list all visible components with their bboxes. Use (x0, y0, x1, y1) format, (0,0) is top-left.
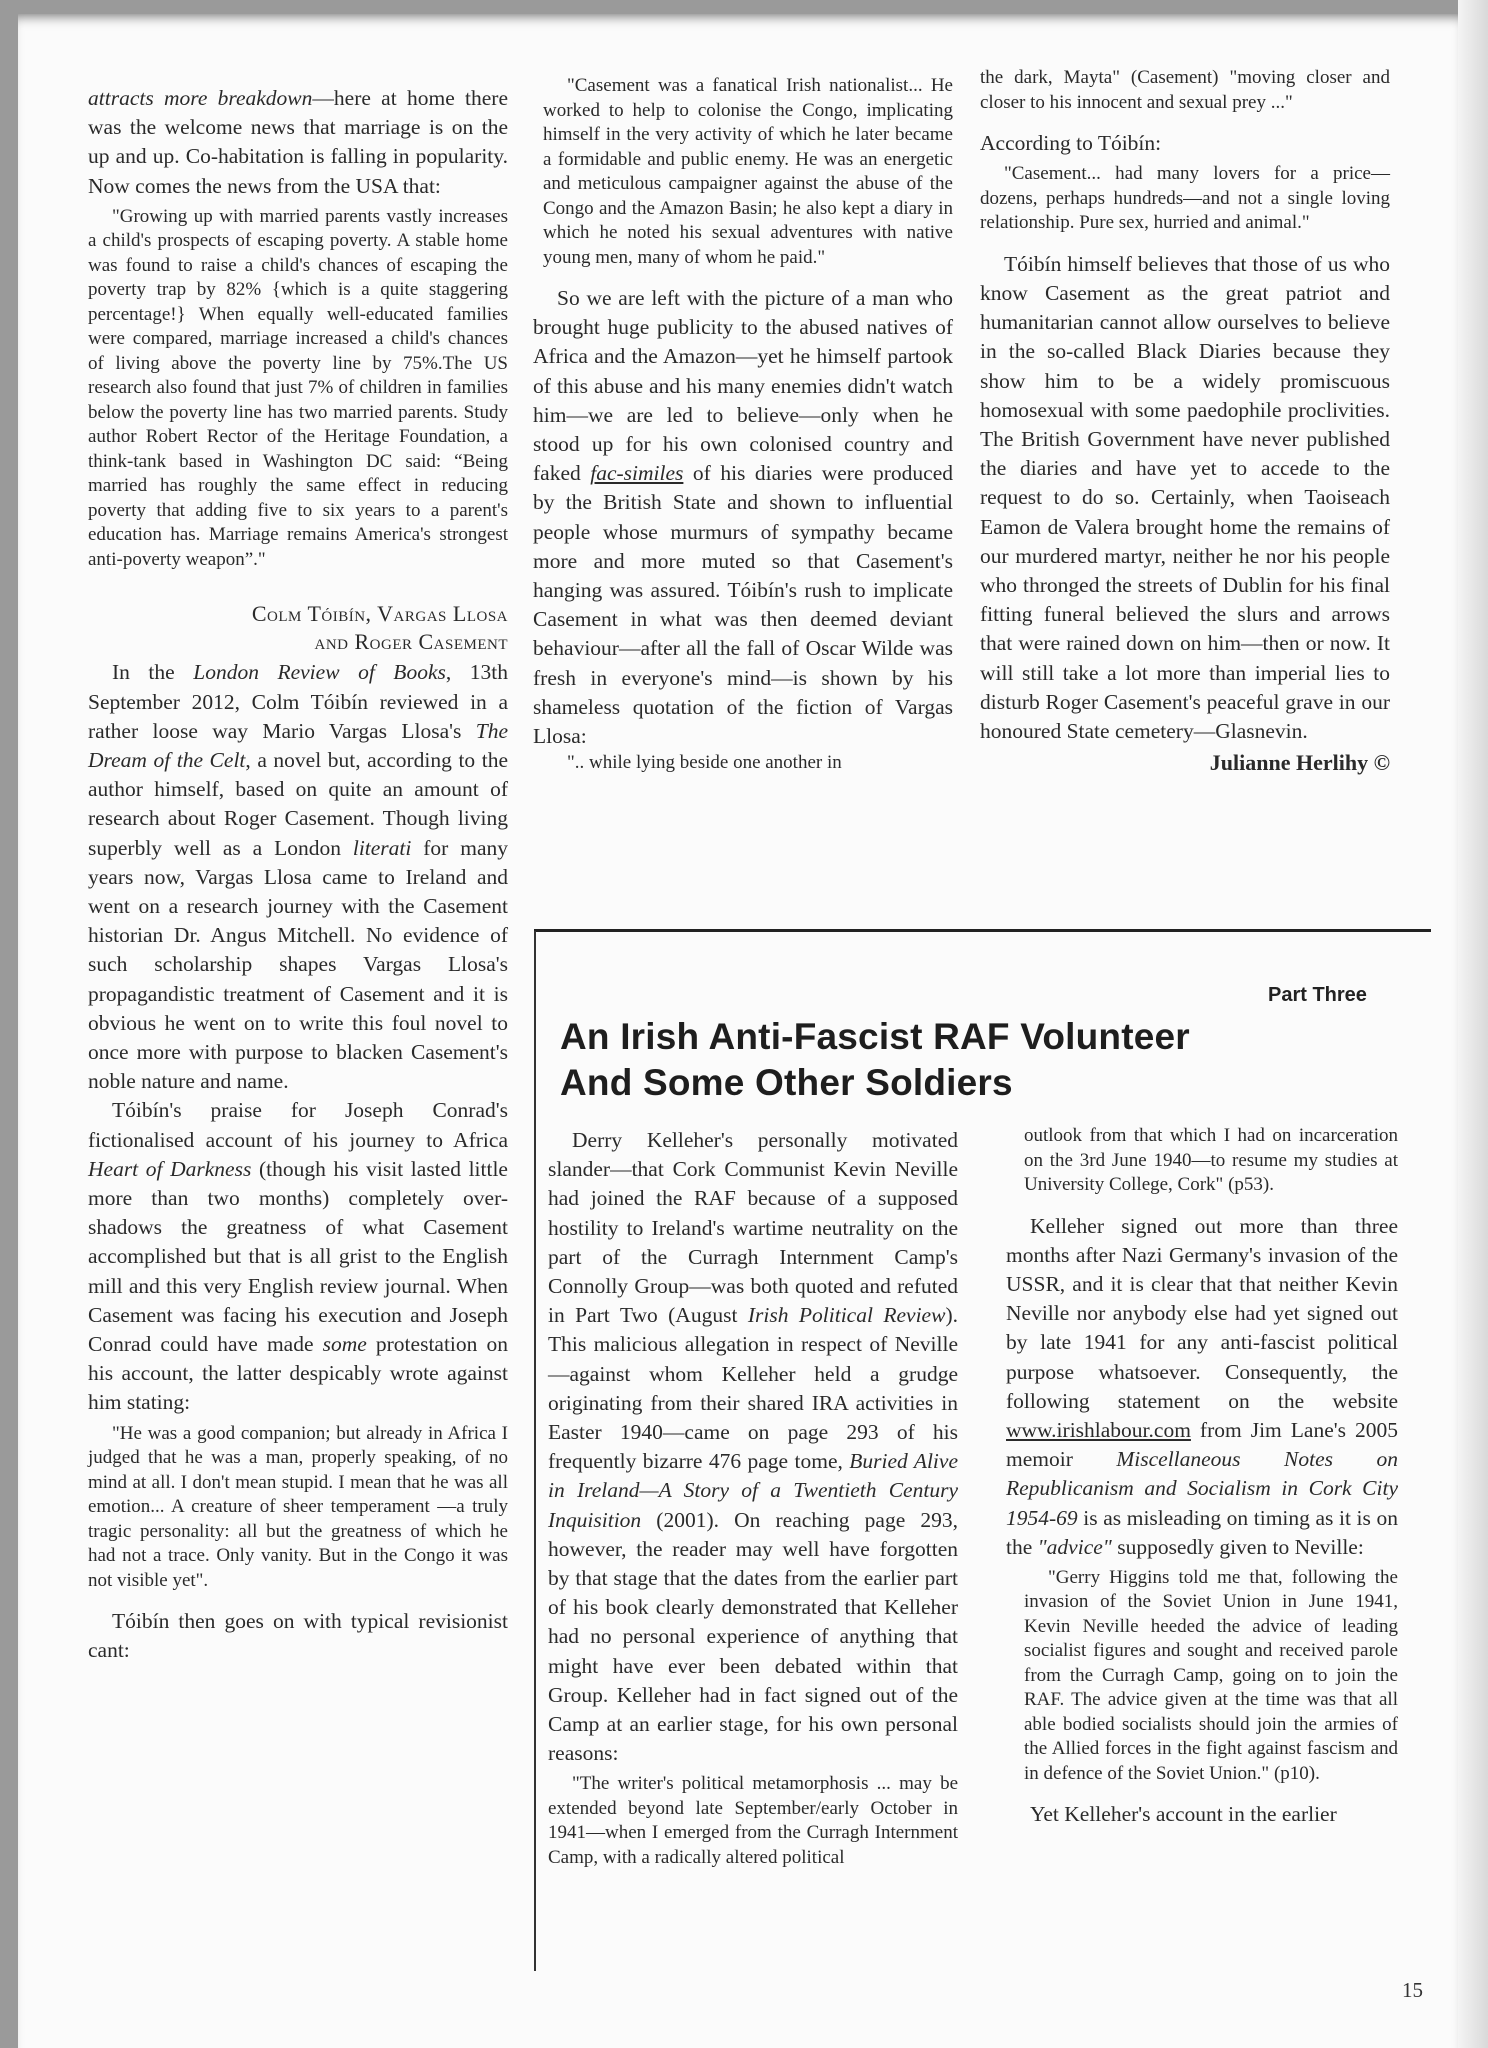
article-box-top-rule (534, 929, 1431, 932)
column-3 (980, 66, 1390, 777)
text-run: for many years now, Vargas Llosa came to Ireland and went on a research journey with the Casement historian Dr. Angus Mitchell. No evidence of such scholarship shapes Vargas Llosa's propagandistic treatment of Casement and it is obvious he went on to write this foul novel to once more with purpose to blacken Casement's noble nature and name. (88, 835, 508, 1094)
heart-of-darkness-title: Heart of Darkness (88, 1156, 252, 1181)
article-box-left-rule (534, 931, 536, 1971)
text-run: , a novel but, according to the author himself, based on quite an amount of research about Roger Casement. Though living superbly well as a London (88, 747, 508, 860)
article2-column-right (1006, 1124, 1398, 1830)
irish-political-review-title: Irish Political Review (747, 1303, 946, 1328)
text-run: Tóibín's praise for Joseph Conrad's fictionalised account of his journey to Africa (88, 1098, 508, 1152)
fac-similes-underlined: fac-similes (590, 461, 684, 486)
intro-rest: —here at home there was the welcome news that marriage is on the up and up. Co-habitation is falling in popularity. Now comes the news from the USA that: (88, 86, 508, 198)
column-1 (88, 84, 508, 1666)
kelleher-signed-out-paragraph (1006, 1212, 1398, 1562)
text-run: from Jim Lane's 2005 memoir (1006, 1417, 1398, 1472)
text-run: In the (112, 660, 194, 685)
column-2 (533, 74, 953, 776)
irishlabour-link[interactable]: www.irishlabour.com (1006, 1417, 1191, 1442)
derry-kelleher-paragraph (548, 1126, 958, 1768)
miscellaneous-notes-title: Miscellaneous Notes on Republicanism and Socialism in Cork City 1954-69 (1006, 1447, 1398, 1530)
headline-line-1: An Irish Anti-Fascist RAF Volunteer (560, 1016, 1190, 1057)
advice-italic: "advice" (1037, 1534, 1112, 1559)
lrb-title: London Review of Books (193, 660, 446, 685)
section-subheading (88, 600, 508, 656)
some-italic: some (322, 1331, 367, 1356)
text-run: of his diaries were produced by the British State and shown to influential people whose murmurs of sympathy became more and more muted so that Casement's hanging was assured. Tóibín's rush to implicate Casement in what was then deemed deviant behaviour—after all the fall of Oscar Wilde was fresh in everyone's mind—is shown by his shameless quotation of the fiction of Vargas Llosa: (533, 461, 953, 749)
subheading-line-1: Colm Tóibín, Vargas Llosa (251, 601, 508, 627)
author-signature: Julianne Herlihy © (1209, 750, 1390, 776)
literati-italic: literati (352, 835, 412, 860)
text-run: supposedly given to Neville: (1111, 1534, 1364, 1559)
page-number: 15 (1402, 1978, 1423, 2002)
text-run: protestation on his account, the latter despicably wrote against him stating: (88, 1331, 509, 1415)
article2-column-left (548, 1126, 958, 1870)
text-run: Kelleher signed out more than three months after Nazi Germany's invasion of the USSR, and it is clear that that neither Kevin Neville nor anybody else had yet signed out by late 1941 for any anti-fascist political purpose whatsoever. Consequently, the following statement on the website (1006, 1213, 1398, 1413)
llosa-quote-start: ".. while lying beside one another in (567, 752, 842, 774)
dream-of-the-celt-title: The Dream of the Celt (88, 718, 508, 772)
toibin-believes-paragraph: Tóibín himself believes that those of us who know Casement as the great patriot and humanitarian cannot allow ourselves to believe in the so-called Black Diaries because they show him to be a widely promiscuous homosexual with some paedophile proclivities. The British Government have never published the diaries and have yet to accede to the request to do so. Certainly, when Taoiseach Eamon de Valera brought home the remains of our murdered martyr, neither he nor his people who thronged the streets of Dublin for his final fitting funeral believed the slurs and arrows that were rained down on him—then or now. It will still take a lot more than imperial lies to disturb Roger Casement's peaceful grave in our honoured State cemetery—Glasnevin. (980, 251, 1390, 743)
writer-metamorphosis-quote-end: outlook from that which I had on incarceration on the 3rd June 1940—to resume my studies at University College, Cork" (p53). (1024, 1125, 1398, 1195)
part-label: Part Three (1268, 984, 1367, 1006)
according-to-toibin: According to Tóibín: (980, 131, 1162, 155)
text-run: ). This malicious allegation in respect of Neville—against whom Kelleher held a grudge originating from their shared IRA activities in Easter 1940—came on page 293 of his frequently bizarre 476 page tome, (548, 1303, 958, 1474)
intro-italic-lead: attracts more breakdown (88, 86, 313, 110)
text-run: is as misleading on timing as it is on the (1006, 1505, 1398, 1559)
gerry-higgins-quote: "Gerry Higgins told me that, following the invasion of the Soviet Union in June 1941, Kevin Neville heeded the advice of leading socialist figures and sought and received parole from the Curragh Camp, going on to join the RAF. The advice given at the time was that all able bodied socialists should join the armies of the Allied forces in the fight against fascism and in defence of the Soviet Union." (p10). (1024, 1566, 1398, 1784)
left-with-picture-paragraph (533, 284, 953, 751)
text-run: So we are left with the picture of a man who brought huge publicity to the abused natives of Africa and the Amazon—yet he himself partook of this abuse and his many enemies didn't watch him—we are led to believe—only when he stood up for his own colonised country and faked (533, 286, 953, 486)
toibin-lovers-quote: "Casement... had many lovers for a price—dozens, perhaps hundreds—and not a single loving relationship. Pure sex, hurried and animal." (980, 163, 1390, 234)
text-run: (2001). On reaching page 293, however, the reader may well have forgotten by that stage that the dates from the earlier part of his book clearly demonstrated that Kelleher had no personal experience of anything that might have ever been debated within that Group. Kelleher had in fact signed out of the Camp at an earlier stage, for his own personal reasons: (548, 1507, 958, 1766)
text-run: Derry Kelleher's personally motivated slander—that Cork Communist Kevin Neville had joined the RAF because of a supposed hostility to Ireland's wartime neutrality on the part of the Curragh Internment Camp's Connolly Group—was both quoted and refuted in Part Two (August (548, 1128, 958, 1328)
llosa-quote-end: the dark, Mayta" (Casement) "moving closer and closer to his innocent and sexual prey ..." (980, 67, 1390, 113)
scan-edge (1458, 0, 1488, 2048)
conrad-quote: "He was a good companion; but already in Africa I judged that he was a man, properly speaking, of no mind at all. I don't mean stupid. I mean that he was all emotion... A creature of sheer temperament —a truly tragic personality: all but the greatness of which he had not a trace. Only vanity. But in the Congo it was not visible yet". (88, 1422, 508, 1591)
conrad-paragraph (88, 1096, 508, 1417)
text-run: , 13th September 2012, Colm Tóibín reviewed in a rather loose way Mario Vargas Llosa's (88, 660, 508, 743)
article-headline (560, 1014, 1360, 1106)
usa-poverty-quote: "Growing up with married parents vastly increases a child's prospects of escaping poverty. A stable home was found to raise a child's chances of escaping the poverty trap by 82% {which is a quite staggering percentage!} When equally well-educated families were compared, marriage increased a child's chances of living above the poverty line by 75%.The US research also found that just 7% of children in families below the poverty line has two married parents. Study author Robert Rector of the Heritage Foundation, a think-tank based in Washington DC said: “Being married has roughly the same effect in reducing poverty that adding five to six years to a parent's education has. Marriage remains America's strongest anti-poverty weapon”." (88, 205, 508, 570)
lrb-paragraph (88, 658, 508, 1096)
headline-line-2: And Some Other Soldiers (560, 1062, 1013, 1103)
casement-nationalist-quote: "Casement was a fanatical Irish nationalist... He worked to help to colonise the Congo, implicating himself in the very activity of which he later became a formidable and public enemy. He was an energetic and meticulous campaigner against the abuse of the Congo and the Amazon Basin; he also kept a diary in which he noted his sexual adventures with native young men, many of whom he paid." (543, 75, 953, 268)
cant-paragraph: Tóibín then goes on with typical revisionist cant: (88, 1609, 508, 1663)
text-run: (though his visit lasted little more than two months) completely over-shadows the greatness of what Casement accomplished but that is all grist to the English mill and this very English review journal. When Casement was facing his execution and Joseph Conrad could have made (88, 1156, 508, 1356)
buried-alive-title: Buried Alive in Ireland—A Story of a Twentieth Century Inquisition (548, 1449, 958, 1532)
writer-metamorphosis-quote-start: "The writer's political metamorphosis ... may be extended beyond late September/early October in 1941—when I emerged from the Curragh Internment Camp, with a radically altered political (548, 1773, 958, 1868)
subheading-line-2: and Roger Casement (314, 629, 508, 655)
yet-kelleher-paragraph: Yet Kelleher's account in the earlier (1030, 1802, 1337, 1827)
magazine-page (18, 14, 1458, 2048)
intro-paragraph (88, 84, 508, 201)
